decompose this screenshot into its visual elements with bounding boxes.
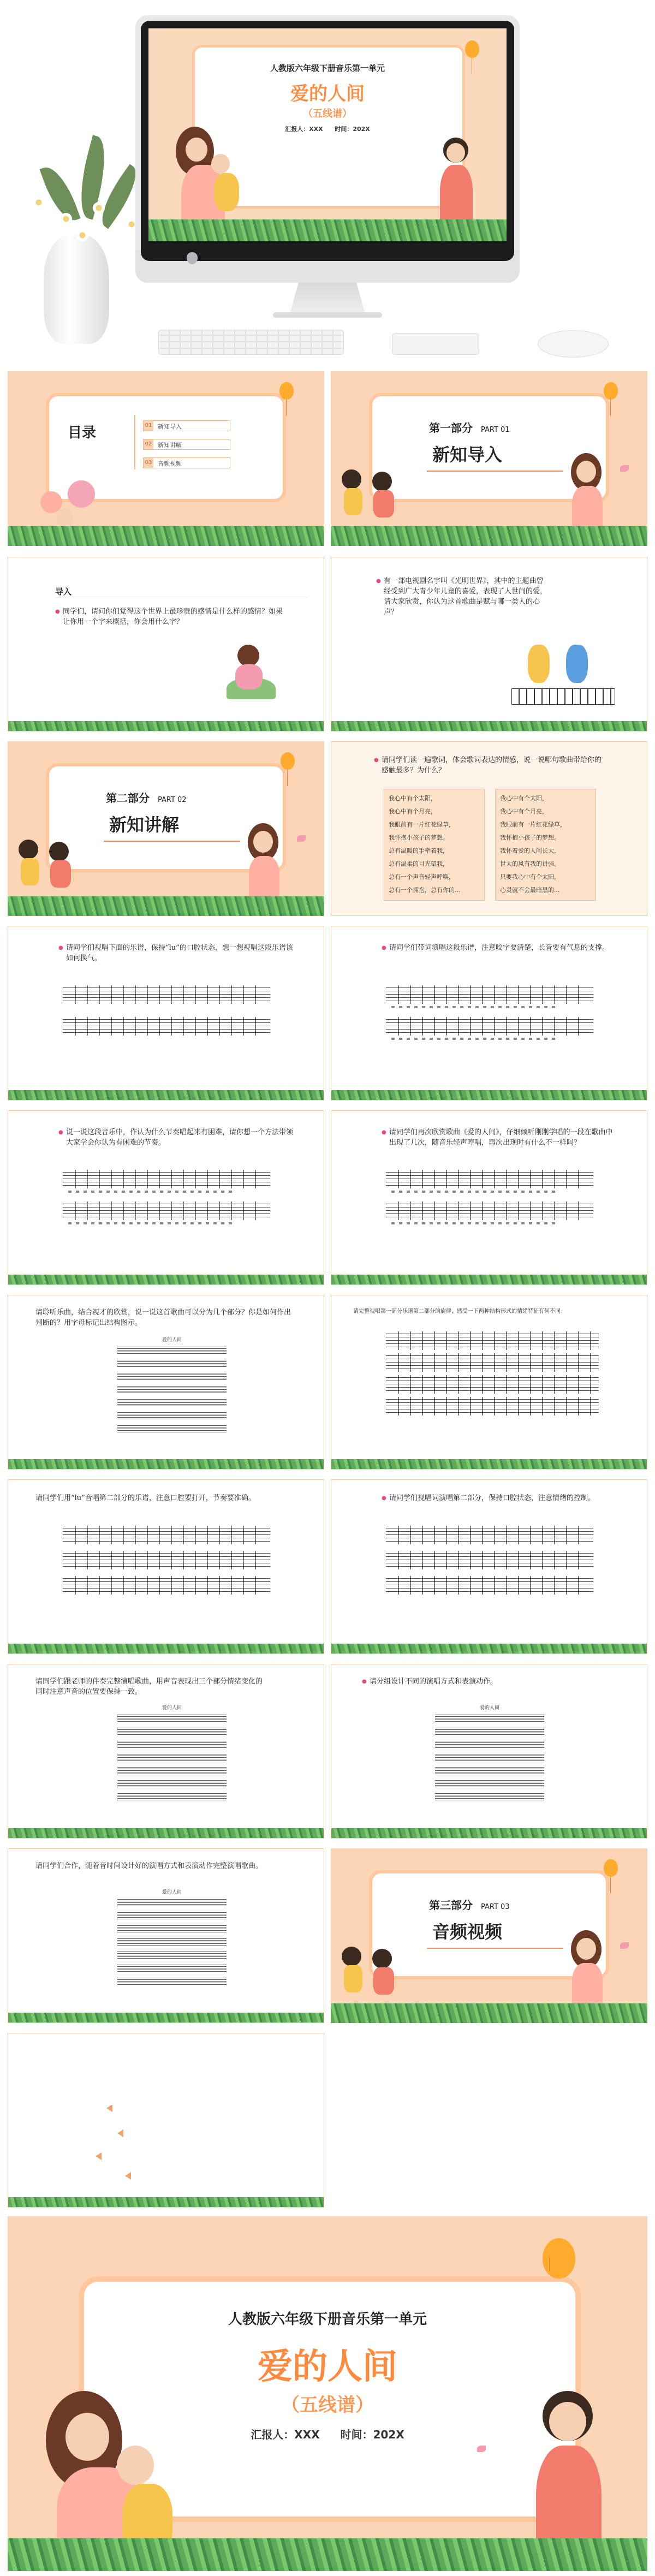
- closing-title: 爱的人间: [258, 2347, 397, 2387]
- butterfly-icon: [297, 835, 306, 842]
- closing-subtitle: 人教版六年级下册音乐第一单元: [228, 2311, 427, 2328]
- dynamics-text: 请同学们跟老师的伴奏完整演唱歌曲，用声音表现出三个部分情绪变化的同时注意声音的位置要保持一致。: [35, 1677, 263, 1696]
- balloon-icon: [604, 382, 618, 400]
- children-illustration: [336, 1941, 407, 2007]
- part2-text: 请同学们用“lu”音唱第二部分的乐谱，注意口腔要打开，节奏要准确。: [35, 1494, 255, 1502]
- music-staff: [386, 1334, 599, 1348]
- music-staff: [386, 1528, 593, 1542]
- section-part-en: PART 01: [480, 426, 510, 434]
- practice-text: ● 请同学们再次欣赏歌曲《爱的人间》，仔细倾听刚刚学唱的一段在歌曲中出现了几次，随音乐轻声哼唱，再次出现时有什么不一样吗？: [389, 1127, 618, 1148]
- balloon-icon: [543, 2238, 575, 2278]
- music-staff: [386, 1553, 593, 1567]
- section-title: 新知讲解: [109, 814, 180, 835]
- keyboard: [158, 330, 344, 355]
- music-staff: [386, 1172, 593, 1186]
- music-staff: [63, 1019, 270, 1033]
- toc-item-label: 新知导入: [158, 423, 182, 430]
- flower-illustration: [40, 480, 100, 530]
- mouse: [538, 330, 609, 358]
- closing-notation: （五线谱）: [281, 2394, 374, 2416]
- music-staff: [386, 1578, 593, 1592]
- music-staff: [386, 1204, 593, 1218]
- section-part-label: [429, 419, 510, 435]
- section-part: 第二部分: [106, 792, 150, 805]
- cover-time: 时间：202X: [335, 126, 370, 133]
- monitor-stand-foot: [273, 312, 382, 318]
- cover-subtitle: 人教版六年级下册音乐第一单元: [270, 63, 385, 73]
- intro-slide: [8, 557, 324, 731]
- piano-kids-illustration: [506, 639, 615, 710]
- toc-slide: [8, 371, 324, 546]
- monitor: [135, 15, 520, 283]
- balloon-icon: [279, 382, 294, 400]
- lyric-line: 我心中有个月亮，: [500, 808, 548, 815]
- play-arrow-icon[interactable]: [106, 2104, 112, 2112]
- music-staff: [63, 1172, 270, 1186]
- flower-decoration: [93, 202, 105, 214]
- section-title: 新知导入: [432, 444, 503, 465]
- girl-illustration: [242, 823, 286, 900]
- grass-decoration: [8, 1090, 324, 1100]
- section-underline: [104, 841, 240, 842]
- play-arrow-icon[interactable]: [125, 2172, 131, 2180]
- butterfly-icon: [620, 1942, 629, 1949]
- toc-item-label: 音频视频: [158, 460, 182, 467]
- score-title: 爱的人间: [162, 1337, 182, 1343]
- closing-cover-slide: [8, 2216, 647, 2571]
- intro-question: ● 同学们，请问你们觉得这个世界上最珍贵的感情是什么样的感情？如果让你用一个字来概括，你会用什么字？: [63, 606, 287, 627]
- closing-time: 时间：202X: [340, 2428, 404, 2441]
- lyric-line-placeholder: [391, 1191, 555, 1193]
- lyric-line: 总有一个拥抱，总有你的...: [389, 887, 461, 894]
- toc-item-3[interactable]: [143, 457, 230, 468]
- lyric-line: 我心中有个月亮，: [389, 808, 437, 815]
- lyric-line: 我心中有个太阳，: [389, 795, 437, 802]
- score-title: 爱的人间: [162, 1705, 182, 1711]
- cover-notation: （五线谱）: [303, 108, 352, 120]
- lyric-line-placeholder: [391, 1038, 555, 1040]
- play-arrow-icon[interactable]: [117, 2129, 123, 2137]
- music-staff: [63, 1553, 270, 1567]
- section-part-en: PART 03: [480, 1903, 510, 1911]
- lyric-line: 心灵就不会最暗黑的...: [500, 887, 560, 894]
- music-staff: [386, 1399, 599, 1413]
- butterfly-icon: [477, 2446, 486, 2452]
- structure-text: 请聆听乐曲，结合视才的欣赏，说一说这首歌曲可以分为几个部分？你是如何作出判断的？用字母标记出结构图示。: [35, 1308, 291, 1327]
- grass-decoration: [8, 1828, 324, 1838]
- grass-decoration: [331, 1644, 647, 1653]
- lyrics-box-left: [384, 789, 485, 901]
- section-underline: [427, 1948, 563, 1949]
- score-title: 爱的人间: [162, 1890, 182, 1895]
- section-part: 第一部分: [429, 421, 473, 435]
- section-part-label: [106, 789, 187, 805]
- section-underline: [427, 471, 563, 472]
- toc-item-number: 01: [144, 421, 153, 431]
- lyric-line-placeholder: [391, 1222, 555, 1224]
- music-staff: [63, 1204, 270, 1218]
- lyric-line-placeholder: [68, 1222, 232, 1224]
- lyrics-slide: [331, 741, 647, 916]
- lyric-line-placeholder: [68, 1191, 232, 1193]
- music-staff: [386, 1019, 593, 1033]
- intro-heading: 导入: [55, 587, 72, 597]
- lyric-line: 世大的风有我的讲强。: [500, 860, 560, 867]
- flower-decoration: [60, 213, 72, 225]
- lyric-line: 我心中有个太阳，: [500, 795, 548, 802]
- group-text: 请同学们合作，随着音时间设计好的演唱方式和表演动作完整演唱歌曲。: [35, 1862, 263, 1870]
- toc-divider: [134, 415, 135, 469]
- grass-decoration: [331, 721, 647, 731]
- lyrics-box-right: [495, 789, 596, 901]
- part2-slide: [8, 1479, 324, 1654]
- section-2-slide: [8, 741, 324, 916]
- apple-logo-icon: [187, 252, 198, 264]
- grass-decoration: [8, 1644, 324, 1653]
- flower-decoration: [76, 229, 88, 241]
- cover-slide-preview: [148, 28, 507, 241]
- lyric-line-placeholder: [391, 1006, 555, 1008]
- toc-item-number: 03: [144, 458, 153, 468]
- play-arrow-icon[interactable]: [96, 2152, 102, 2160]
- children-illustration: [336, 464, 407, 530]
- trackpad: [392, 333, 479, 355]
- sheet-music: [117, 1888, 227, 1997]
- section-part: 第三部分: [429, 1899, 473, 1912]
- reading-illustration: [216, 645, 292, 705]
- cover-grass: [148, 219, 507, 241]
- grass-decoration: [8, 721, 324, 731]
- grass-decoration: [8, 1459, 324, 1469]
- section-part-label: [429, 1896, 510, 1912]
- practice-1-slide: [8, 926, 324, 1100]
- sheet-music: [117, 1704, 227, 1813]
- balloon-icon: [604, 1859, 618, 1877]
- part2b-text: ● 请同学们视唱词演唱第二部分，保持口腔状态，注意情绪的控制。: [389, 1493, 618, 1503]
- practice-text: ● 请同学们视唱下面的乐谱，保持“lu”的口腔状态，想一想视唱这段乐谱该如何换气。: [66, 943, 295, 963]
- lyric-line: 总有温柔的目光望我，: [389, 860, 449, 867]
- score-title: 爱的人间: [479, 1705, 499, 1711]
- section-title: 音频视频: [432, 1921, 503, 1942]
- sheet-music: [435, 1704, 544, 1813]
- section-part-en: PART 02: [157, 796, 187, 804]
- section-1-slide: [331, 371, 647, 546]
- practice-text: ● 请同学们带词演唱这段乐谱，注意咬字要清楚，长音要有气息的支撑。: [389, 943, 618, 953]
- butterfly-icon: [620, 465, 629, 472]
- grass-decoration: [8, 2013, 324, 2022]
- grass-decoration: [331, 1459, 647, 1469]
- toc-item-2[interactable]: [143, 439, 230, 450]
- monitor-bezel: [141, 21, 514, 261]
- lyric-line: 我眼前有一片红花绿草，: [389, 821, 455, 828]
- grass-decoration: [331, 2003, 647, 2023]
- practice-3-slide: [8, 1110, 324, 1285]
- girl-illustration: [565, 1930, 609, 2007]
- lyric-line: 我怀抱小孩子的梦想。: [389, 834, 449, 841]
- lyrics-slide-text: ● 请同学们读一遍歌词，体会歌词表达的情感，说一说哪句歌曲带给你的感触最多？为什么？: [382, 755, 605, 776]
- toc-heading: 目录: [68, 425, 97, 441]
- music-staff: [63, 1528, 270, 1542]
- grass-decoration: [8, 526, 324, 546]
- practice-text: ● 说一说这段音乐中，作认为什么节奏唱起来有困难，请你想一个方法带领大家学会你认为有困难的节奏。: [66, 1127, 295, 1148]
- lyric-line: 总有温暖的手牵着我，: [389, 847, 449, 854]
- practice-2-slide: [331, 926, 647, 1100]
- toc-item-1[interactable]: [143, 420, 230, 431]
- cover-reporter: 汇报人：XXX: [285, 126, 323, 133]
- group-slide: [8, 1848, 324, 2023]
- grass-decoration: [8, 2197, 324, 2207]
- tv-slide-text: ● 有一部电视剧名字叫《光明世界》，其中的主题曲曾经受到广大青少年儿童的喜爱，表现了人世间的爱，请大家欣赏，你认为这首歌曲是赋与哪一类人的心声？: [384, 576, 547, 617]
- monitor-stand: [289, 283, 366, 316]
- perform-text: ● 请分组设计不同的演唱方式和表演动作。: [370, 1676, 599, 1687]
- children-illustration: [13, 834, 84, 900]
- part2b-slide: [331, 1479, 647, 1654]
- dynamics-slide: [8, 1664, 324, 1839]
- lyric-line: 我眼前有一片红花绿草，: [500, 821, 566, 828]
- practice-4-slide: [331, 1110, 647, 1285]
- lyric-line: 我怀抱小孩子的梦想。: [500, 834, 560, 841]
- part1-text: 请完整视唱第一部分乐谱第二部分的旋律，感受一下两种结构形式的情绪特征有何不同。: [353, 1308, 566, 1314]
- toc-item-label: 新知讲解: [158, 442, 182, 449]
- girl-illustration: [565, 453, 609, 530]
- lyric-line: 只要我心中有个太阳，: [500, 873, 560, 881]
- media-slide: [8, 2033, 324, 2208]
- music-staff: [63, 987, 270, 1002]
- music-staff: [386, 987, 593, 1002]
- grass-decoration: [331, 1090, 647, 1100]
- grass-decoration: [331, 1275, 647, 1284]
- closing-reporter: 汇报人：XXX: [251, 2428, 320, 2441]
- music-staff: [386, 1355, 599, 1370]
- grass-decoration: [8, 896, 324, 916]
- sheet-music: [117, 1336, 227, 1445]
- section-3-slide: [331, 1848, 647, 2023]
- balloon-icon: [465, 40, 479, 58]
- grass-decoration: [331, 1828, 647, 1838]
- grass-decoration: [8, 2538, 647, 2571]
- lyric-line: 总有一个声音轻声呼唤，: [389, 873, 455, 881]
- balloon-icon: [281, 752, 295, 770]
- music-staff: [63, 1578, 270, 1592]
- tv-slide: [331, 557, 647, 731]
- flower-decoration: [33, 197, 45, 209]
- vase-decoration: [44, 235, 109, 344]
- cover-title: 爱的人间: [290, 83, 365, 105]
- perform-slide: [331, 1664, 647, 1839]
- music-staff: [386, 1377, 599, 1391]
- structure-slide: [8, 1295, 324, 1470]
- lyric-line: 我怀着爱的人间长大，: [500, 847, 560, 854]
- grass-decoration: [8, 1275, 324, 1284]
- toc-item-number: 02: [144, 439, 153, 449]
- part1-slide: [331, 1295, 647, 1470]
- grass-decoration: [331, 526, 647, 546]
